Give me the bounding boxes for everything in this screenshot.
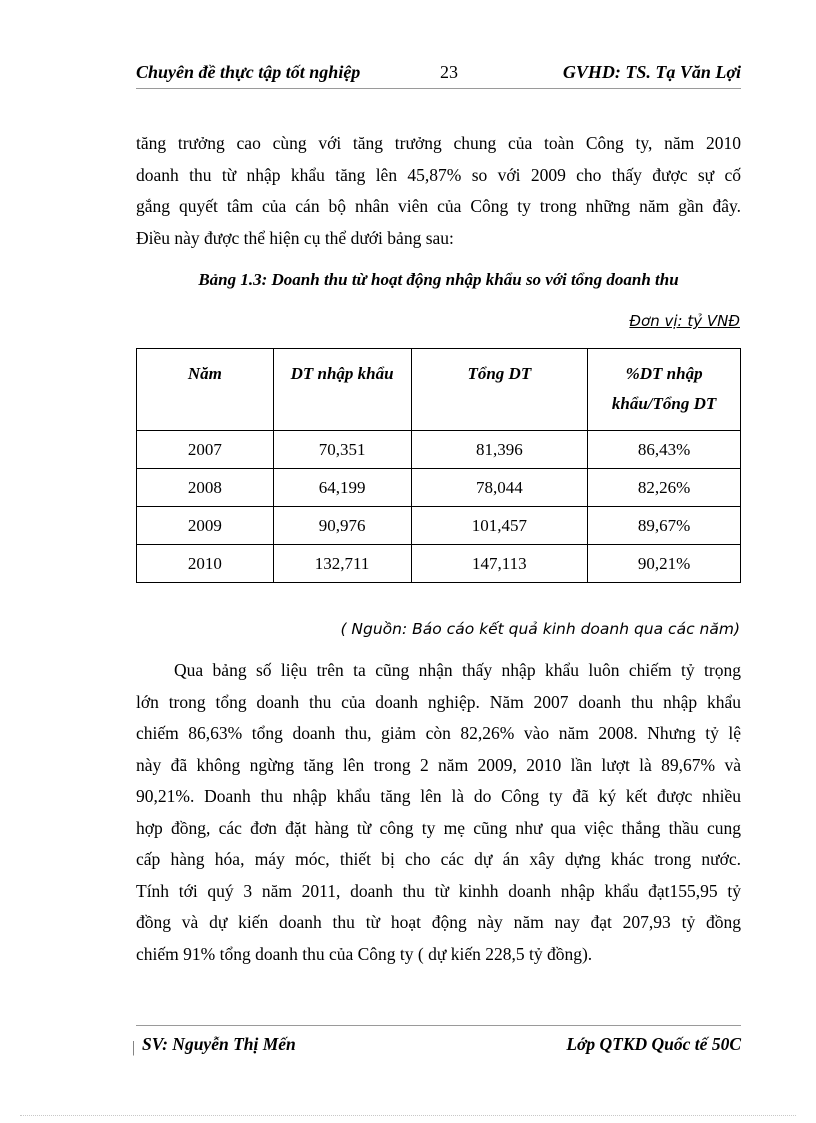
footer-class: Lớp QTKD Quốc tế 50C (566, 1034, 741, 1054)
page-bottom-dotted-line (20, 1115, 796, 1116)
revenue-table (136, 348, 741, 583)
analysis-line: đồng và dự kiến doanh thu từ hoạt động này năm nay đạt 207,93 tỷ đồng (136, 912, 741, 932)
header-import-share-line2: khẩu/Tổng DT (611, 394, 717, 413)
header-document-title: Chuyên đề thực tập tốt nghiệp (136, 62, 361, 82)
analysis-line: Tính tới quý 3 năm 2011, doanh thu từ kinhh doanh nhập khẩu đạt155,95 tỷ (136, 880, 741, 901)
cell-import-revenue: 70,351 (273, 431, 411, 469)
table-source: ( Nguồn: Báo cáo kết quả kinh doanh qua các năm) (340, 620, 740, 638)
cell-total-revenue: 101,457 (411, 507, 588, 545)
table-header-row (137, 349, 741, 431)
cell-total-revenue: 81,396 (411, 431, 588, 469)
table-unit: Đơn vị: tỷ VNĐ (629, 312, 740, 330)
cell-import-share: 90,21% (588, 545, 741, 583)
analysis-line: hợp đồng, các đơn đặt hàng từ công ty mẹ cũng như qua việc thắng thầu cung (136, 817, 741, 838)
analysis-line: này đã không ngừng tăng lên trong 2 năm 2009, 2010 lần lượt là 89,67% và (136, 754, 741, 775)
table-row (137, 545, 741, 583)
header-import-share-line1: %DT nhập (625, 364, 703, 383)
cell-total-revenue: 147,113 (411, 545, 588, 583)
header-year: Năm (137, 349, 274, 431)
header-import-share (588, 349, 741, 431)
footer-divider-mark: | (132, 1039, 136, 1056)
cell-year: 2010 (137, 545, 274, 583)
table-row (137, 507, 741, 545)
intro-line: tăng trưởng cao cùng với tăng trưởng chung của toàn Công ty, năm 2010 (136, 133, 741, 153)
cell-import-revenue: 64,199 (273, 469, 411, 507)
cell-year: 2007 (137, 431, 274, 469)
analysis-line: chiếm 86,63% tổng doanh thu, giảm còn 82,26% vào năm 2008. Nhưng tỷ lệ (136, 723, 741, 743)
intro-line: Điều này được thể hiện cụ thể dưới bảng sau: (136, 227, 454, 248)
table-caption: Bảng 1.3: Doanh thu từ hoạt động nhập khẩu so với tổng doanh thu (198, 270, 679, 289)
cell-import-share: 89,67% (588, 507, 741, 545)
header-supervisor: GVHD: TS. Tạ Văn Lợi (562, 62, 741, 82)
analysis-line: cấp hàng hóa, máy móc, thiết bị cho các dự án xây dựng khác trong nước. (136, 849, 741, 869)
table-row (137, 431, 741, 469)
page-footer (132, 1025, 741, 1060)
header-import-revenue: DT nhập khẩu (273, 349, 411, 431)
intro-paragraph (136, 128, 741, 254)
table-row (137, 469, 741, 507)
cell-import-revenue: 132,711 (273, 545, 411, 583)
cell-year: 2008 (137, 469, 274, 507)
page-header (136, 58, 741, 89)
cell-total-revenue: 78,044 (411, 469, 588, 507)
cell-import-revenue: 90,976 (273, 507, 411, 545)
header-page-number: 23 (440, 62, 458, 82)
analysis-paragraph (136, 655, 741, 970)
cell-import-share: 86,43% (588, 431, 741, 469)
cell-year: 2009 (137, 507, 274, 545)
analysis-line: chiếm 91% tổng doanh thu của Công ty ( dự kiến 228,5 tỷ đồng). (136, 943, 593, 964)
intro-line: gắng quyết tâm của cán bộ nhân viên của Công ty trong những năm gần đây. (136, 196, 741, 216)
analysis-line: Qua bảng số liệu trên ta cũng nhận thấy nhập khẩu luôn chiếm tỷ trọng (174, 660, 741, 680)
analysis-line: lớn trong tổng doanh thu của doanh nghiệp. Năm 2007 doanh thu nhập khẩu (136, 691, 741, 712)
header-total-revenue: Tổng DT (411, 349, 588, 431)
cell-import-share: 82,26% (588, 469, 741, 507)
footer-student: SV: Nguyễn Thị Mến (142, 1034, 296, 1054)
intro-line: doanh thu từ nhập khẩu tăng lên 45,87% so với 2009 cho thấy được sự cố (136, 164, 741, 185)
analysis-line: 90,21%. Doanh thu nhập khẩu tăng lên là do Công ty đã ký kết được nhiều (136, 786, 741, 806)
